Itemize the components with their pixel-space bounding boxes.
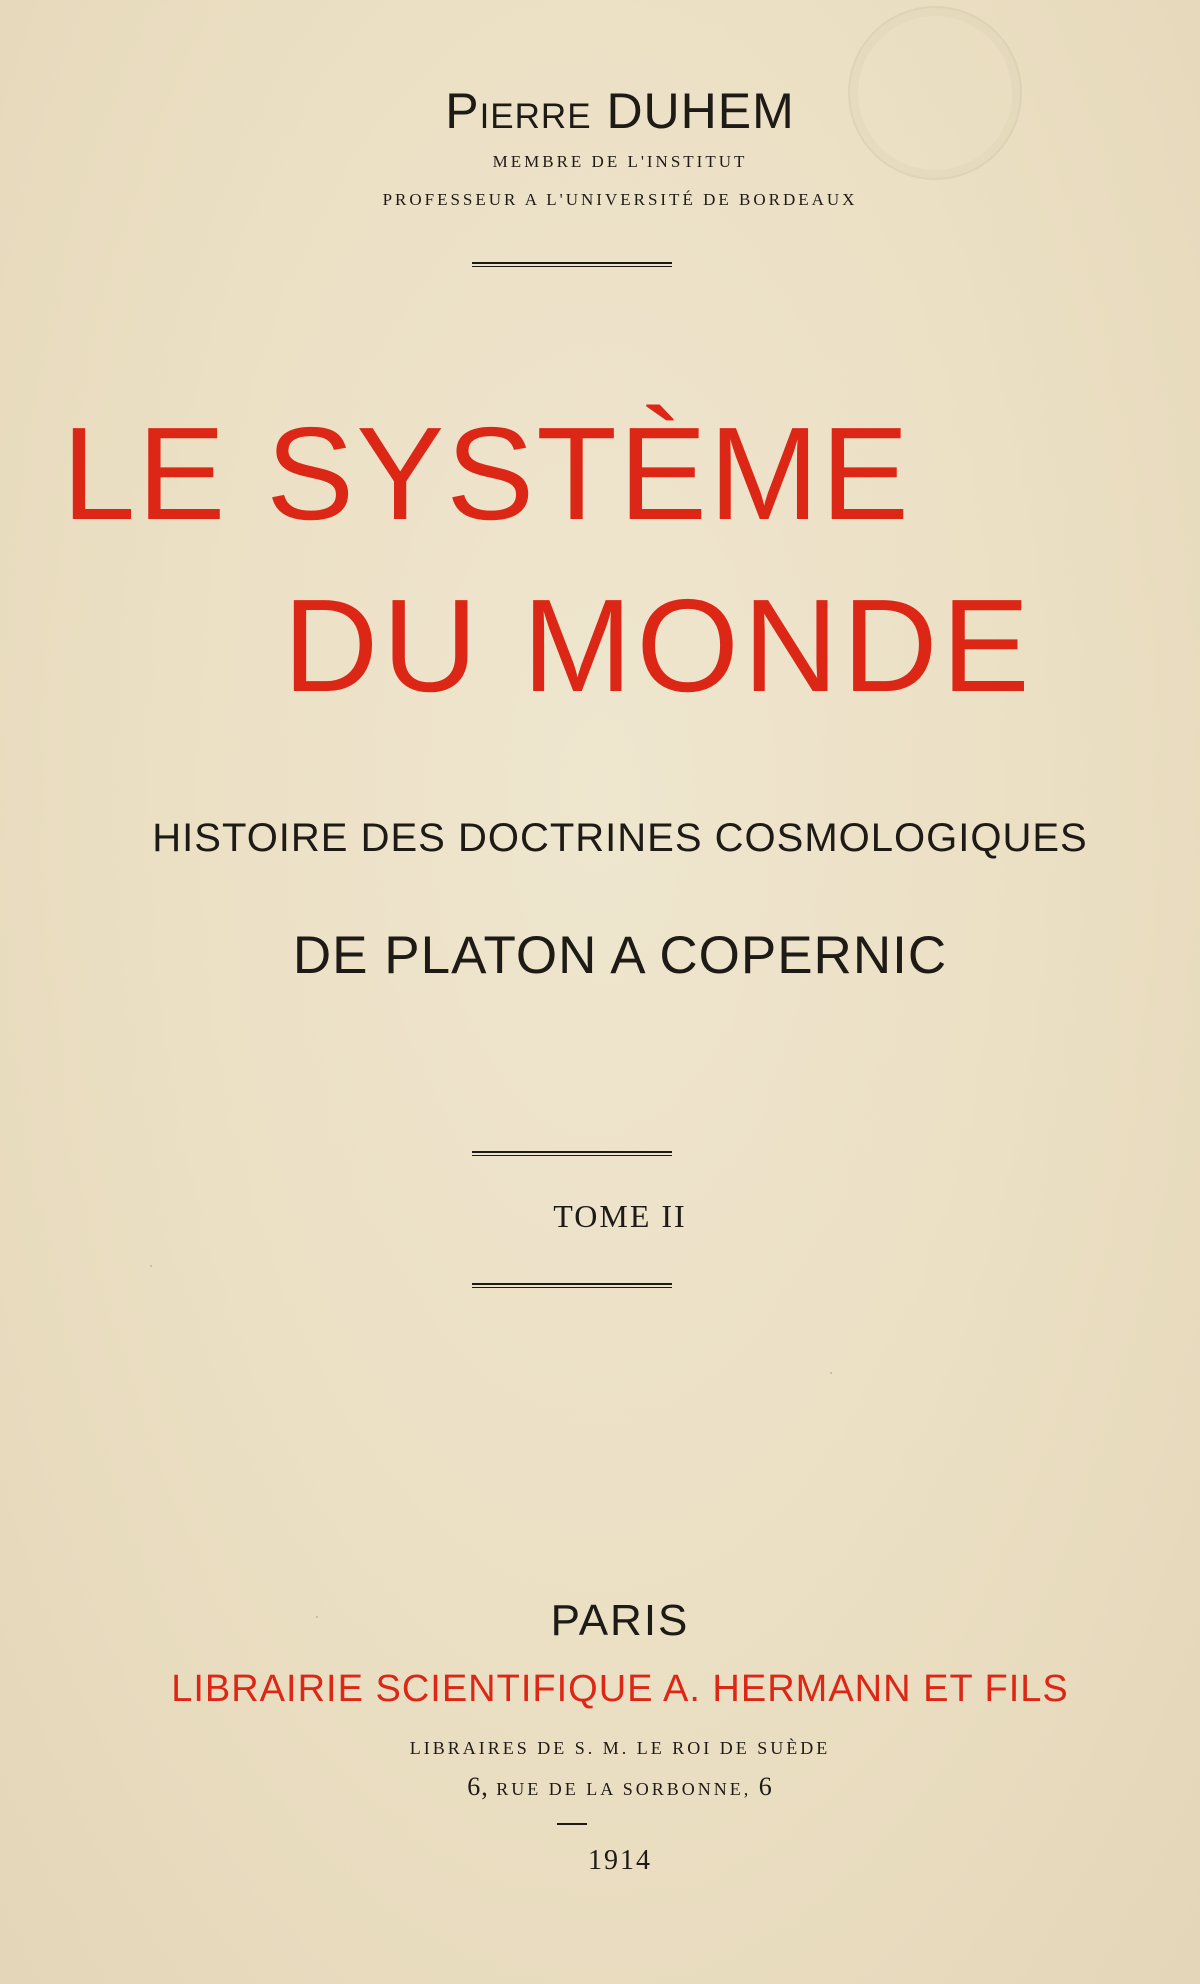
imprint-note: LIBRAIRES DE S. M. LE ROI DE SUÈDE xyxy=(409,1738,831,1758)
divider-short-rule xyxy=(557,1823,587,1825)
author-last-name: DUHEM xyxy=(606,83,795,139)
volume-label: TOME II xyxy=(553,1198,687,1234)
main-title-line1: LE SYSTÈME xyxy=(62,400,911,547)
address-number-left: 6, xyxy=(467,1772,489,1801)
imprint-publisher: LIBRAIRIE SCIENTIFIQUE A. HERMANN ET FILS xyxy=(171,1668,1069,1710)
author-role-institute: MEMBRE DE L'INSTITUT xyxy=(492,152,748,171)
divider-rule xyxy=(472,1151,672,1156)
imprint-city: PARIS xyxy=(550,1596,690,1645)
divider-rule xyxy=(472,262,672,267)
address-number-right: 6 xyxy=(758,1772,773,1801)
subtitle-line2: DE PLATON A COPERNIC xyxy=(292,926,948,985)
imprint-address xyxy=(20,1772,1200,1802)
divider-rule xyxy=(472,1283,672,1288)
author-name xyxy=(20,82,1200,140)
imprint-year: 1914 xyxy=(588,1845,652,1876)
subtitle-line1: HISTOIRE DES DOCTRINES COSMOLOGIQUES xyxy=(152,816,1088,860)
author-first-name: Pierre xyxy=(445,83,592,139)
author-role-professor: PROFESSEUR A L'UNIVERSITÉ DE BORDEAUX xyxy=(382,190,858,209)
address-street: RUE DE LA SORBONNE, xyxy=(496,1779,752,1799)
paper-speck xyxy=(830,1372,832,1374)
paper-speck xyxy=(150,1265,152,1267)
paper-speck xyxy=(316,1616,318,1618)
main-title-line2: DU MONDE xyxy=(283,572,1034,719)
